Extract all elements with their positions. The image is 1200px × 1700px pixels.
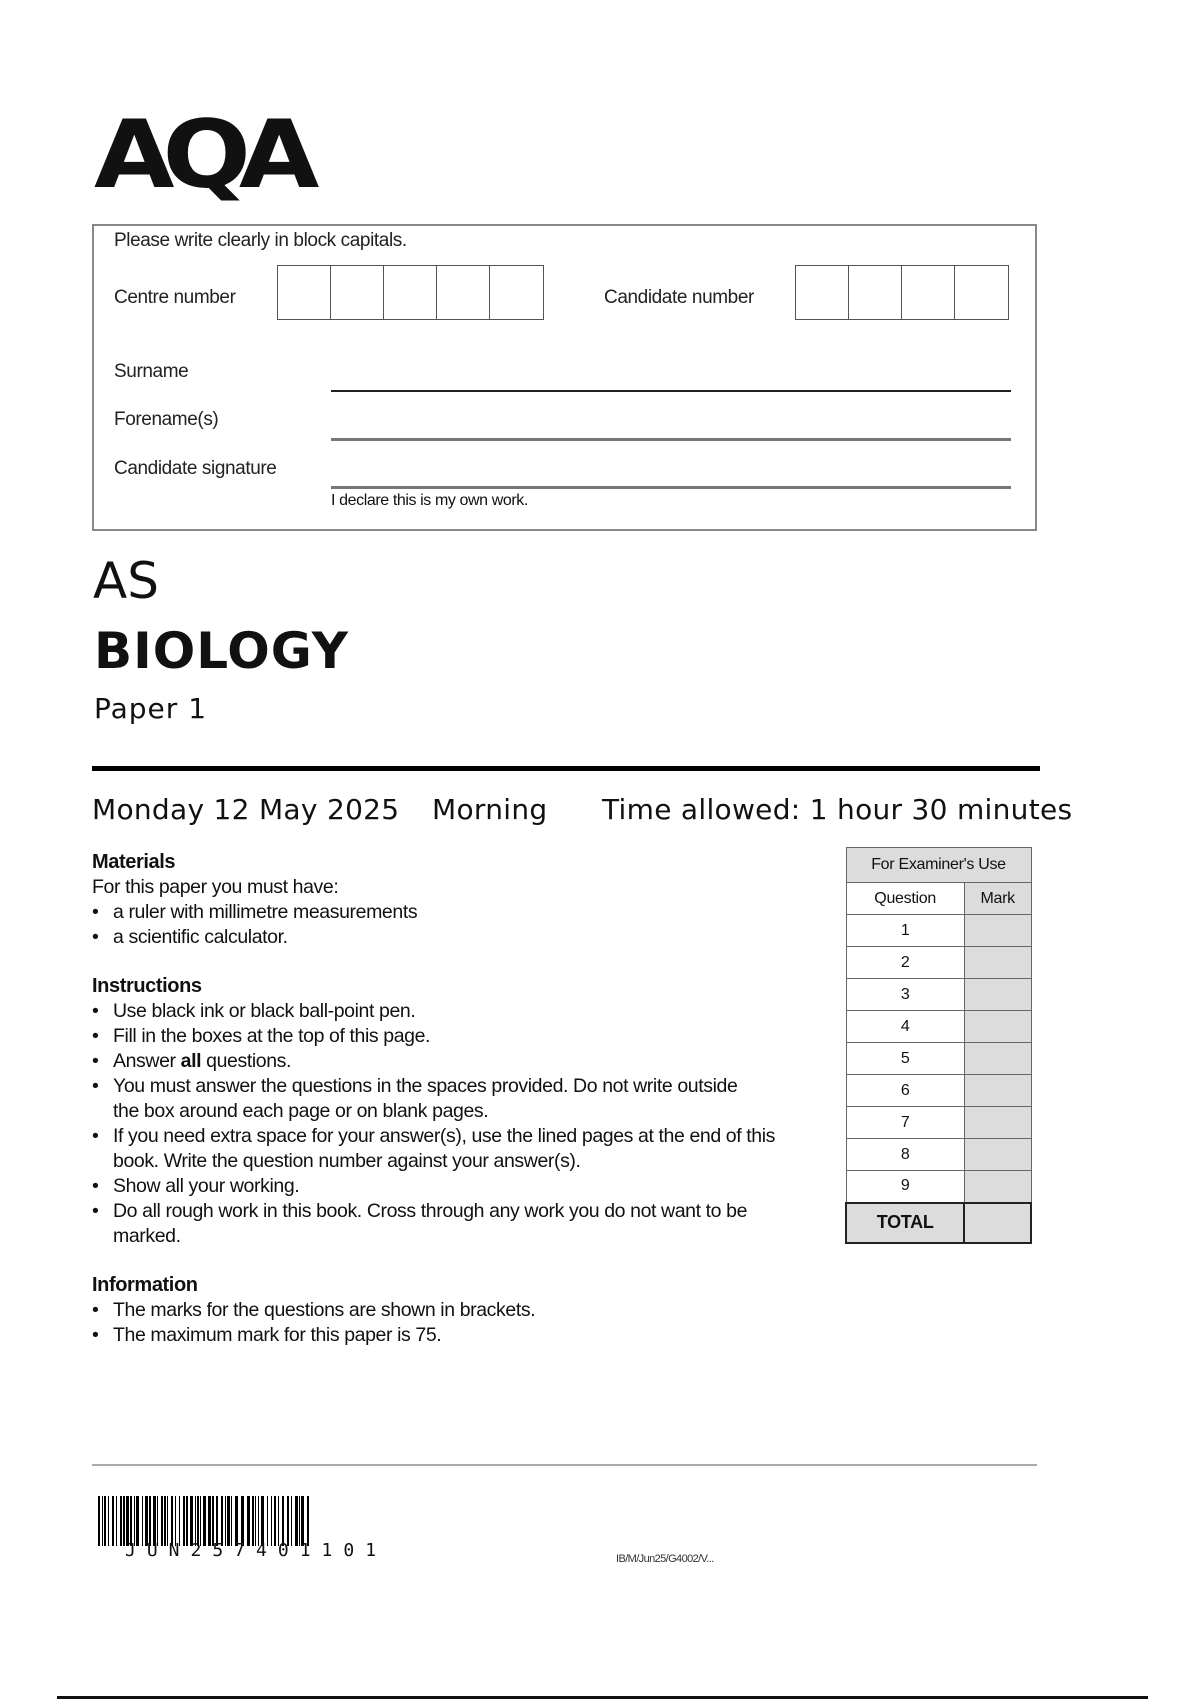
surname-label: Surname xyxy=(114,361,189,382)
subject-title: BIOLOGY xyxy=(94,622,349,680)
information-heading: Information xyxy=(92,1274,198,1296)
list-item: • Fill in the boxes at the top of this page. xyxy=(92,1024,822,1049)
total-mark-cell xyxy=(964,1203,1031,1243)
examiners-use-table xyxy=(845,847,1032,1244)
question-number: 1 xyxy=(846,915,964,947)
mark-cell xyxy=(964,1043,1031,1075)
mark-column-header: Mark xyxy=(964,883,1031,915)
list-item: • If you need extra space for your answer(s), use the lined pages at the end of this book. Write the question number against your answer(s). xyxy=(92,1124,822,1174)
divider-rule xyxy=(92,766,1040,771)
paper-number: Paper 1 xyxy=(94,692,208,725)
mark-cell xyxy=(964,1139,1031,1171)
exam-session: Morning xyxy=(432,793,548,826)
block-capitals-instruction: Please write clearly in block capitals. xyxy=(114,230,407,251)
table-row xyxy=(846,1075,1031,1107)
forenames-label: Forename(s) xyxy=(114,409,219,430)
mark-cell xyxy=(964,1011,1031,1043)
qualification-level: AS xyxy=(93,552,159,610)
list-item-text: Answer all questions. xyxy=(113,1050,292,1072)
list-item: • You must answer the questions in the spaces provided. Do not write outside the box around each page or on blank pages. xyxy=(92,1074,742,1124)
table-row xyxy=(846,1139,1031,1171)
table-row xyxy=(846,947,1031,979)
centre-number-label: Centre number xyxy=(114,287,236,308)
table-row xyxy=(846,915,1031,947)
candidate-number-label: Candidate number xyxy=(604,287,754,308)
list-item xyxy=(92,1049,822,1074)
mark-cell xyxy=(964,1075,1031,1107)
question-number: 7 xyxy=(846,1107,964,1139)
list-item: • a ruler with millimetre measurements xyxy=(92,900,417,925)
question-number: 5 xyxy=(846,1043,964,1075)
mark-cell xyxy=(964,1171,1031,1203)
list-item: • The marks for the questions are shown in brackets. xyxy=(92,1298,535,1323)
mark-cell xyxy=(964,979,1031,1011)
mark-cell xyxy=(964,947,1031,979)
question-number: 3 xyxy=(846,979,964,1011)
question-number: 8 xyxy=(846,1139,964,1171)
declaration-text: I declare this is my own work. xyxy=(331,492,528,509)
footer-rule xyxy=(92,1464,1037,1466)
centre-number-field[interactable] xyxy=(277,265,544,320)
signature-field[interactable] xyxy=(331,486,1011,489)
question-number: 9 xyxy=(846,1171,964,1203)
time-allowed: Time allowed: 1 hour 30 minutes xyxy=(602,793,1073,826)
surname-field[interactable] xyxy=(331,390,1011,392)
table-row xyxy=(846,1011,1031,1043)
mark-cell xyxy=(964,1107,1031,1139)
list-item: • The maximum mark for this paper is 75. xyxy=(92,1323,535,1348)
list-item: • Do all rough work in this book. Cross through any work you do not want to be marked. xyxy=(92,1199,782,1249)
table-row xyxy=(846,979,1031,1011)
barcode xyxy=(98,1496,455,1546)
question-number: 2 xyxy=(846,947,964,979)
barcode-text: JUN257401101 xyxy=(125,1540,388,1561)
list-item: • a scientific calculator. xyxy=(92,925,417,950)
materials-section xyxy=(92,850,417,950)
signature-label: Candidate signature xyxy=(114,458,277,479)
instructions-heading: Instructions xyxy=(92,975,202,997)
candidate-number-field[interactable] xyxy=(795,265,1009,320)
table-row xyxy=(846,1043,1031,1075)
table-title: For Examiner's Use xyxy=(846,848,1031,883)
question-number: 6 xyxy=(846,1075,964,1107)
candidate-details-box xyxy=(92,224,1037,531)
aqa-logo: AQA xyxy=(94,99,308,210)
table-row xyxy=(846,1107,1031,1139)
materials-heading: Materials xyxy=(92,851,176,873)
page-bottom-edge xyxy=(57,1696,1148,1699)
table-row xyxy=(846,1171,1031,1203)
question-number: 4 xyxy=(846,1011,964,1043)
information-section xyxy=(92,1273,535,1348)
forenames-field[interactable] xyxy=(331,438,1011,441)
list-item: • Show all your working. xyxy=(92,1174,822,1199)
list-item: • Use black ink or black ball-point pen. xyxy=(92,999,822,1024)
total-label: TOTAL xyxy=(846,1203,964,1243)
question-column-header: Question xyxy=(846,883,964,915)
instructions-section xyxy=(92,974,822,1249)
paper-code: IB/M/Jun25/G4002/V... xyxy=(616,1553,714,1565)
mark-cell xyxy=(964,915,1031,947)
exam-date: Monday 12 May 2025 xyxy=(92,793,400,826)
barcode-bar xyxy=(309,1496,312,1546)
materials-intro: For this paper you must have: xyxy=(92,876,339,898)
